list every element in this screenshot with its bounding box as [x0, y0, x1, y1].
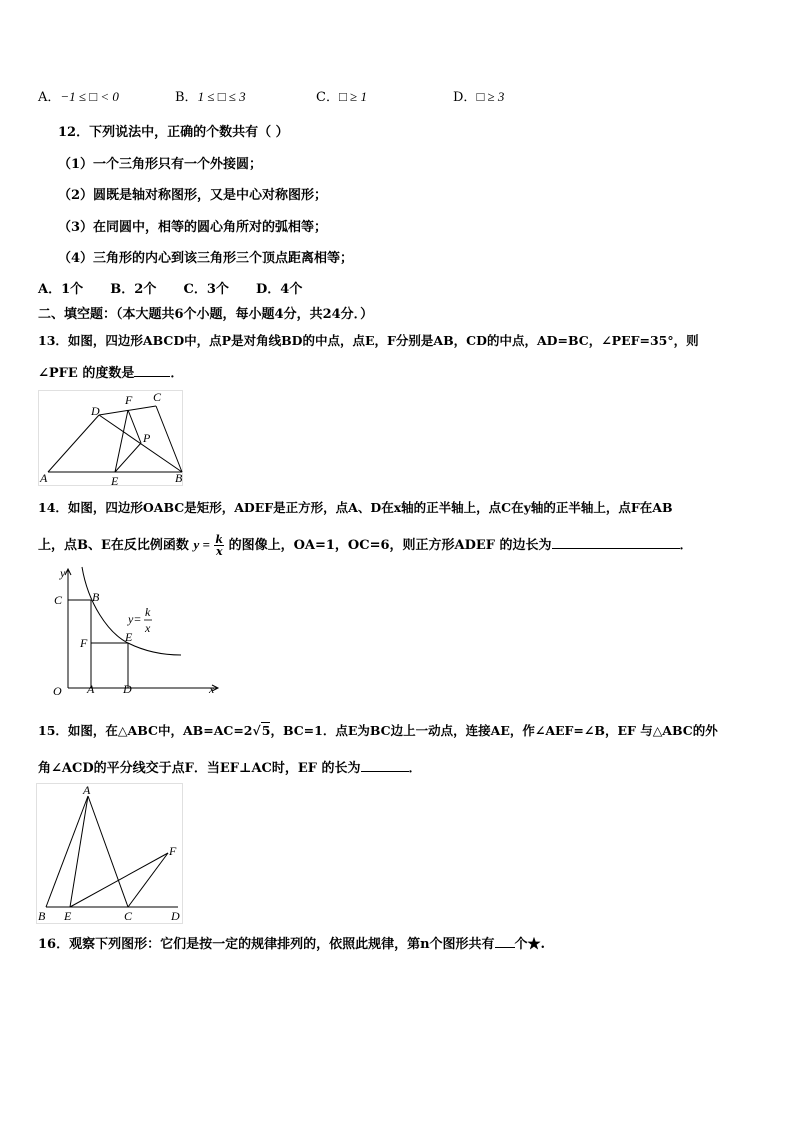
q11-option-a: A．−1 ≤ □ < 0 [38, 89, 119, 105]
q14-line2: 上，点B、E在反比例函数 y = $\frac{k}{x}$ 的图像上，OA=1，OC=6，则正方形ADEF 的边长为 ． [38, 533, 693, 558]
q15-line2: 角∠ACD的平分线交于点F．当EF⊥AC时，EF 的长为 ． [38, 761, 422, 776]
q12-stem: 12．下列说法中，正确的个数共有（ ） [58, 125, 289, 140]
q11-option-b-expr: 1 ≤ □ ≤ 3 [197, 89, 246, 104]
q12-options: A．1个 B．2个 C．3个 D．4个 [38, 282, 303, 297]
q12-item-3: （3）在同圆中，相等的圆心角所对的弧相等； [58, 220, 328, 235]
q14-label-e: E [125, 630, 133, 644]
q14-func-y: y = [193, 537, 210, 552]
q11-option-d: D．□ ≥ 3 [453, 89, 505, 105]
q14-label-o: O [53, 684, 62, 698]
q15-sqrt: √5 [252, 723, 271, 738]
q12-item-2: （2）圆既是轴对称图形，又是中心对称图形； [58, 188, 328, 203]
q11-option-a-expr: −1 ≤ □ < 0 [60, 89, 119, 104]
q15-label-b: B [38, 909, 46, 923]
q14-answer-blank[interactable] [552, 536, 680, 549]
q15-label-a: A [83, 783, 91, 797]
q14-label-f: F [80, 636, 88, 650]
q14-label-y: y [60, 566, 66, 580]
q14-line1: 14．如图，四边形OABC是矩形，ADEF是正方形，点A、D在x轴的正半轴上，点C在y轴的正半轴上，点F在AB [38, 500, 673, 515]
q13-label-b: B [175, 471, 183, 485]
q11-option-c: C．□ ≥ 1 [316, 89, 367, 105]
q13-label-f: F [125, 393, 133, 407]
q14-label-c: C [54, 593, 63, 607]
q14-label-d: D [123, 682, 132, 696]
q15-label-d: D [171, 909, 180, 923]
q13-label-d: D [91, 404, 100, 418]
q15-line1: 15．如图，在△ABC中，AB=AC=2√5，BC=1．点E为BC边上一动点，连接AE，作∠AEF=∠B，EF 与△ABC的外 [38, 723, 718, 738]
q14-label-b: B [92, 590, 100, 604]
q13-line2: ∠PFE 的度数是 ． [38, 366, 184, 381]
q13-answer-blank[interactable] [134, 364, 170, 377]
q14-curve-label-k: k [145, 605, 151, 619]
q15-label-f: F [169, 844, 177, 858]
q15-figure [36, 783, 186, 925]
q15-label-e: E [64, 909, 72, 923]
q14-func-fraction: $\frac{k}{x}$ [215, 533, 224, 558]
q13-label-p: P [143, 431, 151, 445]
q15-answer-blank[interactable] [361, 759, 409, 772]
q13-figure [38, 390, 188, 490]
q11-option-b: B．1 ≤ □ ≤ 3 [175, 89, 246, 105]
q13-label-e: E [111, 474, 119, 488]
q16-text: 16．观察下列图形：它们是按一定的规律排列的，依照此规律，第n个图形共有 个★. [38, 937, 546, 952]
q14-curve-label-x: x [145, 621, 151, 635]
q14-label-a: A [87, 682, 95, 696]
q14-curve-label-y: y= [128, 612, 142, 626]
q16-answer-blank[interactable] [495, 935, 515, 948]
q11-option-c-expr: □ ≥ 1 [338, 89, 367, 104]
q15-label-c: C [124, 909, 133, 923]
q11-option-d-expr: □ ≥ 3 [476, 89, 505, 104]
section-fill-in-title: 二、填空题：（本大题共6个小题，每小题4分，共24分．） [38, 307, 374, 322]
q14-figure [48, 563, 228, 703]
q12-item-4: （4）三角形的内心到该三角形三个顶点距离相等； [58, 251, 354, 266]
q13-line1: 13．如图，四边形ABCD中，点P是对角线BD的中点，点E，F分别是AB，CD的中点，AD=BC，∠PEF=35°，则 [38, 333, 699, 348]
q12-item-1: （1）一个三角形只有一个外接圆； [58, 157, 263, 172]
q13-label-a: A [40, 471, 48, 485]
q13-label-c: C [153, 390, 162, 404]
q14-label-x: x [209, 682, 215, 696]
